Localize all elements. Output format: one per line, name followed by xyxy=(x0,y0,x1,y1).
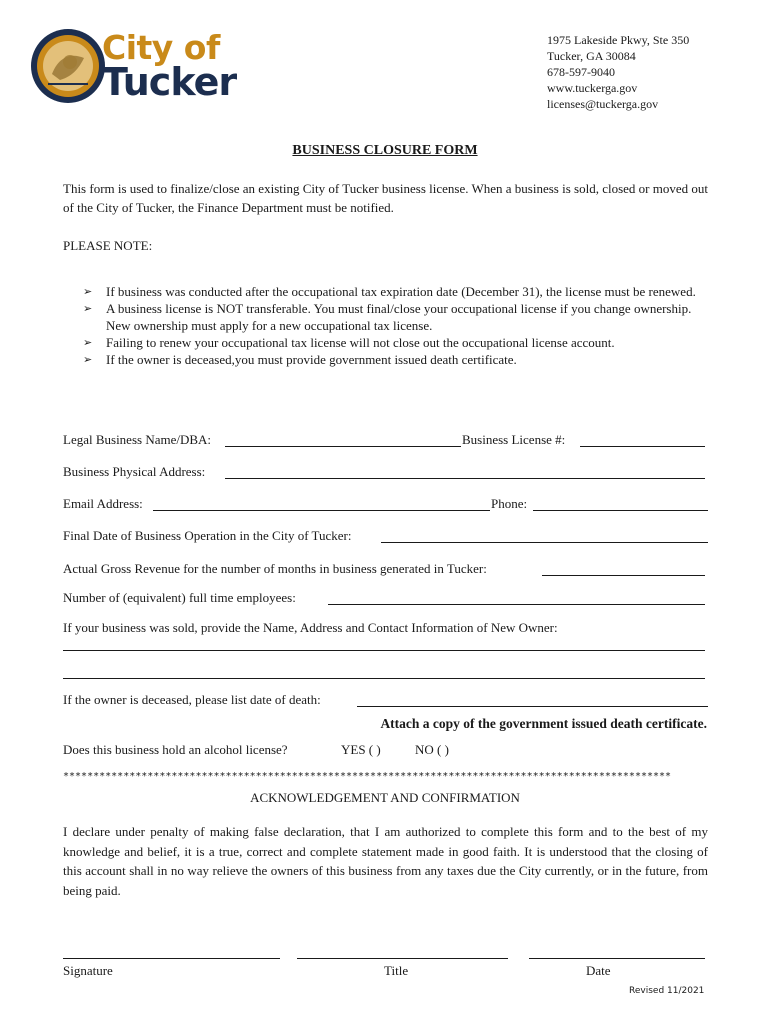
employees-field[interactable] xyxy=(328,604,705,605)
death-date-label: If the owner is deceased, please list date of death: xyxy=(63,692,321,707)
city-seal-icon xyxy=(30,28,106,104)
intro-paragraph: This form is used to finalize/close an existing City of Tucker business license. When a business is sold, closed or moved out of the City of Tucker, the Finance Department must be notified. xyxy=(63,181,708,215)
alcohol-license-question: Does this business hold an alcohol license? xyxy=(63,742,288,757)
logo-city-text: City of xyxy=(102,28,220,67)
arrow-bullet-icon: ➢ xyxy=(83,353,93,366)
address-city: Tucker, GA 30084 xyxy=(547,49,636,63)
email-field[interactable] xyxy=(153,510,490,511)
signature-field[interactable] xyxy=(63,958,280,959)
gross-revenue-field[interactable] xyxy=(542,575,705,576)
physical-address-field[interactable] xyxy=(225,478,705,479)
arrow-bullet-icon: ➢ xyxy=(83,336,93,349)
address-phone: 678-597-9040 xyxy=(547,65,615,79)
title-field[interactable] xyxy=(297,958,508,959)
legal-name-field[interactable] xyxy=(225,446,461,447)
date-label: Date xyxy=(586,963,611,978)
employees-label: Number of (equivalent) full time employees: xyxy=(63,590,296,605)
phone-label: Phone: xyxy=(491,496,528,511)
new-owner-label: If your business was sold, provide the Name, Address and Contact Information of New Owner: xyxy=(63,620,558,635)
new-owner-field-line1[interactable] xyxy=(63,650,705,651)
legal-name-label: Legal Business Name/DBA: xyxy=(63,432,212,447)
revision-note: Revised 11/2021 xyxy=(629,986,705,996)
list-item: ➢ A business license is NOT transferable. You must final/close your occupational license if you change ownership. New ownership must apply for a new occupational tax license. xyxy=(83,301,692,333)
logo-tucker-text: Tucker xyxy=(102,60,237,104)
list-item: ➢ If the owner is deceased,you must provide government issued death certificate. xyxy=(83,352,517,367)
final-date-label: Final Date of Business Operation in the City of Tucker: xyxy=(63,528,352,543)
list-item: ➢ If business was conducted after the occupational tax expiration date (December 31), the license must be renewed. xyxy=(83,284,696,299)
arrow-bullet-icon: ➢ xyxy=(83,285,93,298)
address-street: 1975 Lakeside Pkwy, Ste 350 xyxy=(547,33,690,47)
separator-line: ***************************************************************************************************** xyxy=(63,771,672,782)
date-field[interactable] xyxy=(529,958,705,959)
email-label: Email Address: xyxy=(63,496,143,511)
license-number-label: Business License #: xyxy=(462,432,566,447)
address-email[interactable]: licenses@tuckerga.gov xyxy=(547,97,659,111)
address-web[interactable]: www.tuckerga.gov xyxy=(547,81,638,95)
final-date-field[interactable] xyxy=(381,542,708,543)
contact-address xyxy=(547,32,689,112)
alcohol-yes-checkbox[interactable]: YES ( ) xyxy=(341,742,381,757)
alcohol-no-checkbox[interactable]: NO ( ) xyxy=(415,742,449,757)
death-date-field[interactable] xyxy=(357,706,708,707)
note-heading: PLEASE NOTE: xyxy=(63,238,153,253)
new-owner-field-line2[interactable] xyxy=(63,678,705,679)
list-item: ➢ Failing to renew your occupational tax license will not close out the occupational license account. xyxy=(83,335,615,350)
declaration-paragraph: I declare under penalty of making false declaration, that I am authorized to complete this form and to the best of my knowledge and belief, it is a true, correct and complete statement made in good faith. It is understood that the closing of this account shall in no way relieve the owners of this business from any taxes due the City currently, or in the future, from being paid. xyxy=(63,824,708,898)
license-number-field[interactable] xyxy=(580,446,705,447)
gross-revenue-label: Actual Gross Revenue for the number of months in business generated in Tucker: xyxy=(63,561,487,576)
acknowledgement-heading: ACKNOWLEDGEMENT AND CONFIRMATION xyxy=(250,790,520,805)
arrow-bullet-icon: ➢ xyxy=(83,302,93,315)
phone-field[interactable] xyxy=(533,510,708,511)
form-title: BUSINESS CLOSURE FORM xyxy=(292,143,478,158)
city-logo xyxy=(30,28,255,104)
note-list xyxy=(63,283,713,368)
attach-certificate-note: Attach a copy of the government issued death certificate. xyxy=(380,716,707,731)
title-label: Title xyxy=(384,963,409,978)
physical-address-label: Business Physical Address: xyxy=(63,464,206,479)
signature-label: Signature xyxy=(63,963,113,978)
